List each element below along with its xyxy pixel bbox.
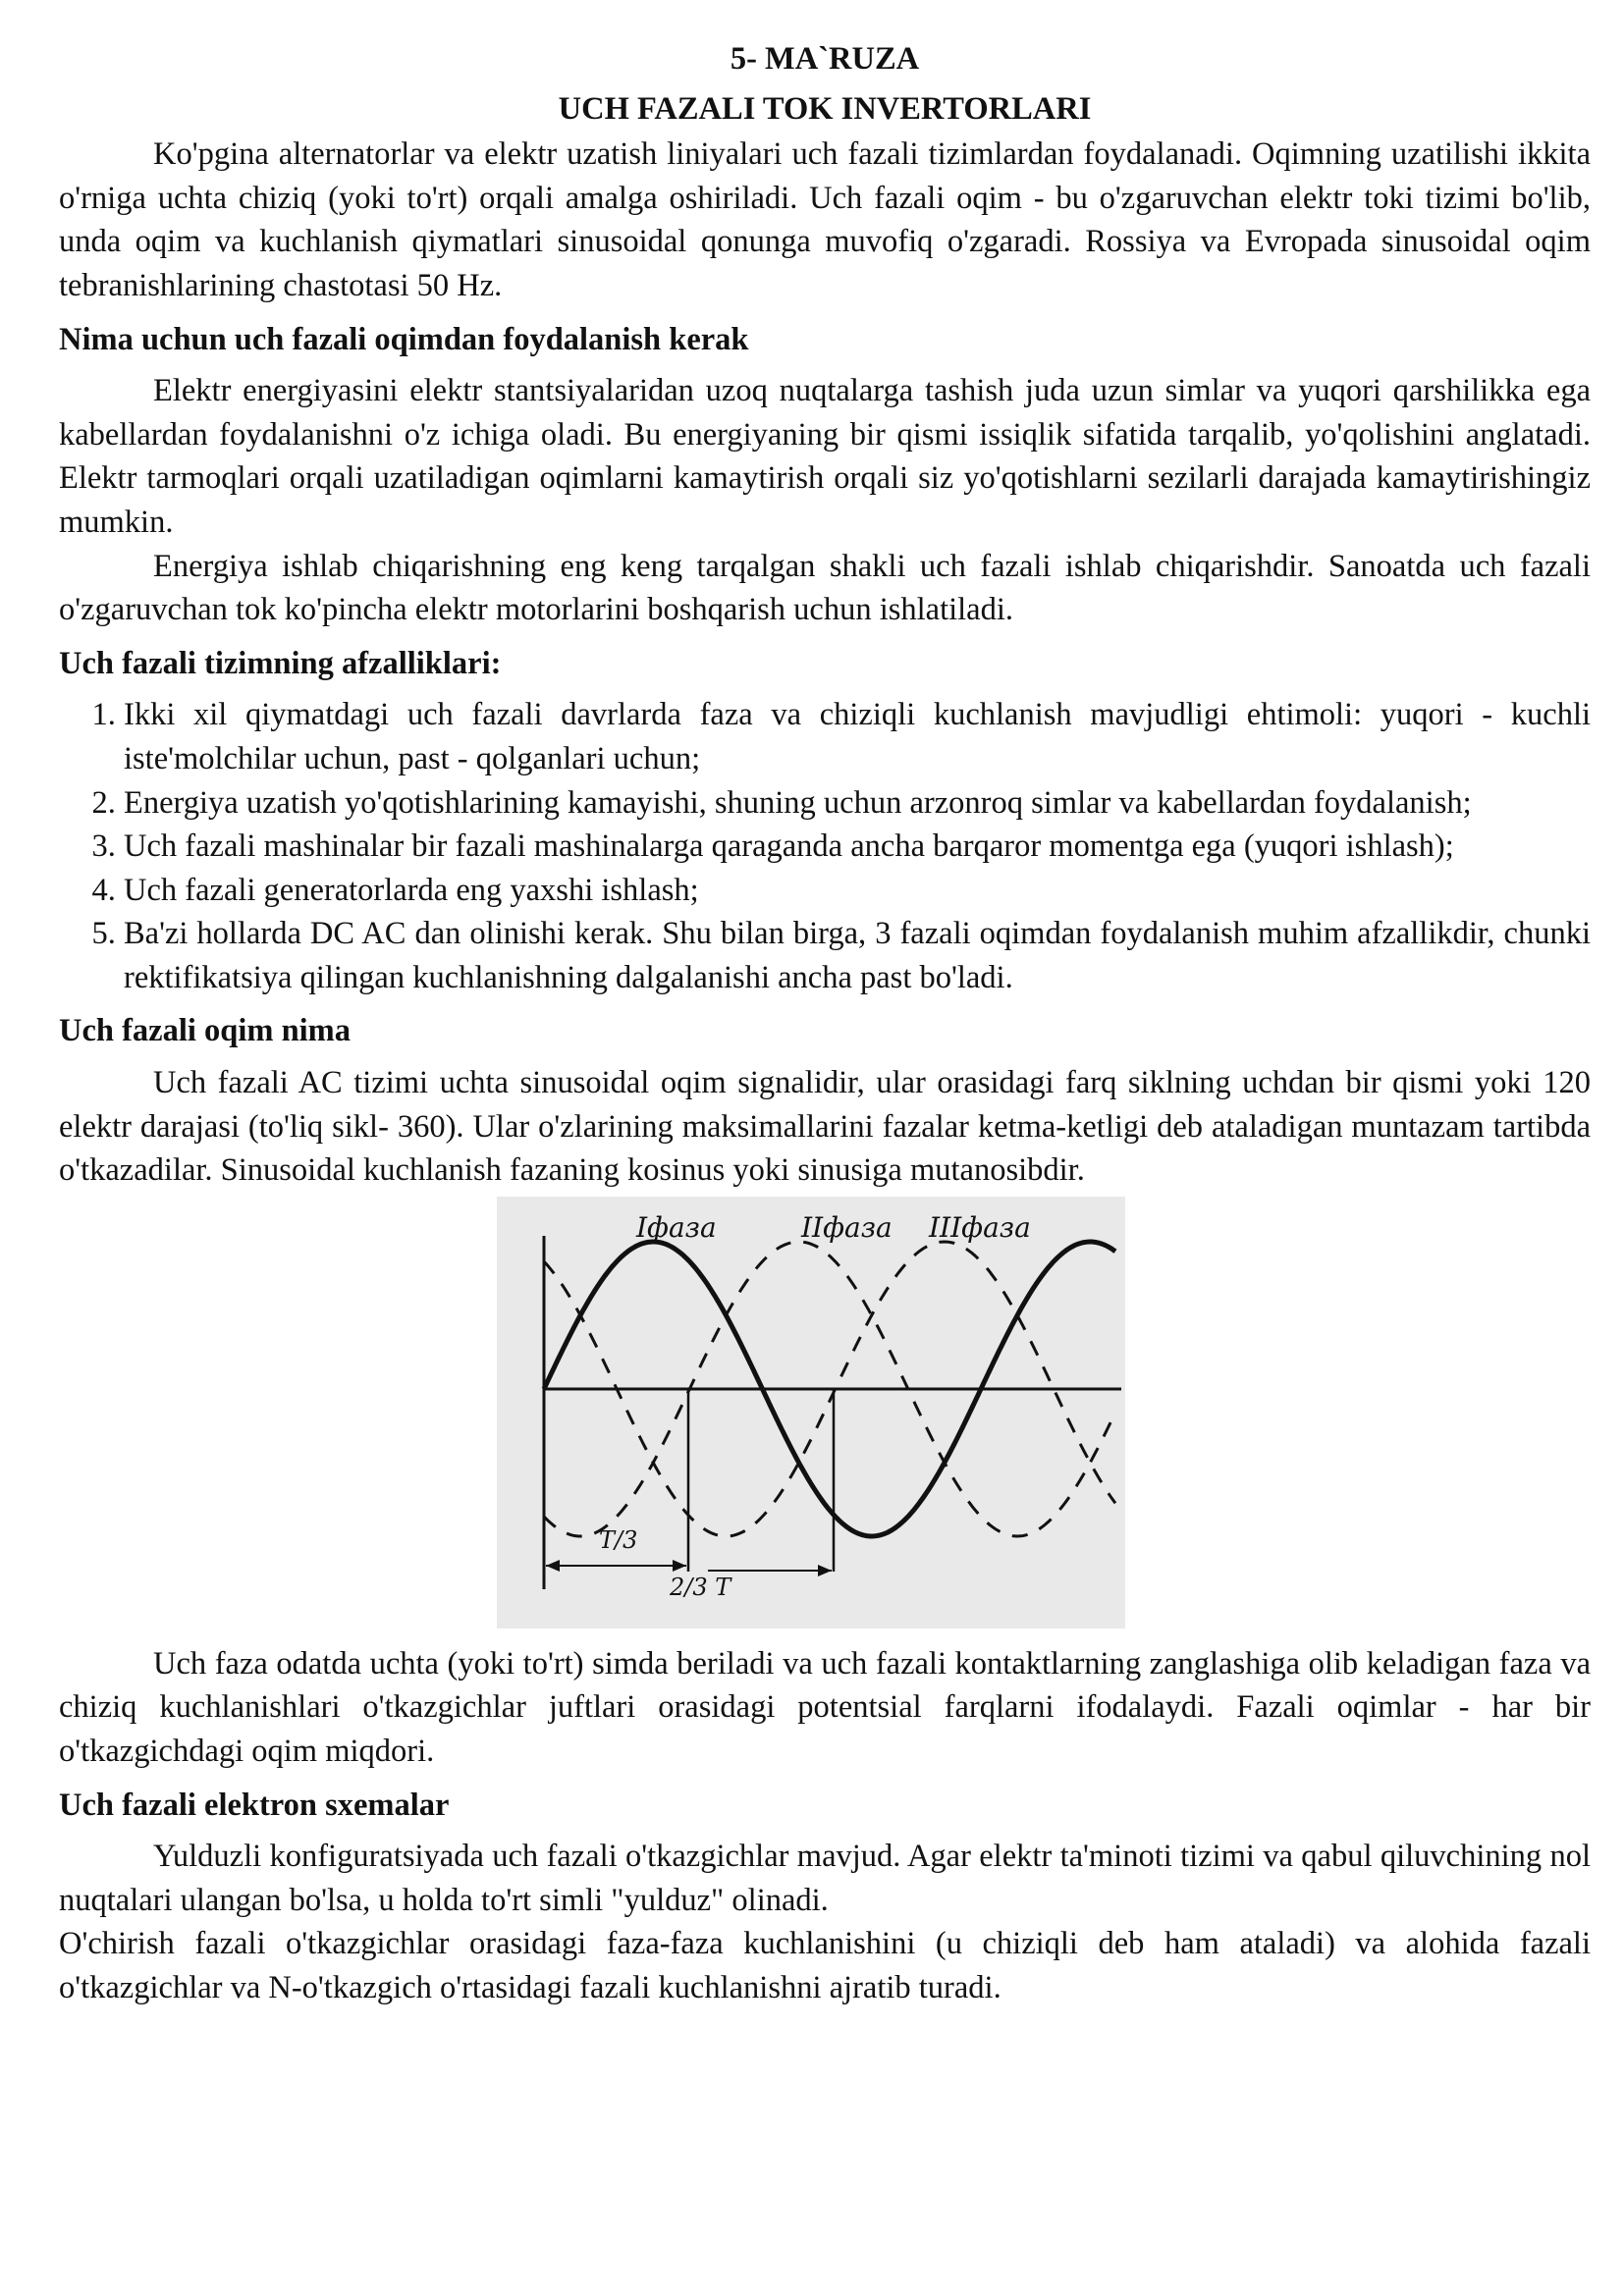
lecture-number: 5- MA`RUZA xyxy=(730,41,920,77)
time-label-2t3: 2/3 T xyxy=(670,1573,731,1601)
waveform-drawing xyxy=(497,1197,1125,1629)
section-heading-circuits: Uch fazali elektron sxemalar xyxy=(59,1787,450,1823)
arrowhead-right xyxy=(673,1560,686,1572)
list-item: 2. Energiya uzatish yo'qotishlarining kamayishi, shuning uchun arzonroq simlar va kabellardan foydalanish; xyxy=(124,781,1591,826)
list-item: 5. Ba'zi hollarda DC AC dan olinishi kerak. Shu bilan birga, 3 fazali oqimdan foydalanish muhim afzallikdir, chunki rektifikatsiya qilingan kuchlanishning dalgalanishi ancha past bo'ladi. xyxy=(124,912,1591,999)
list-item: 1. Ikki xil qiymatdagi uch fazali davrlarda faza va chiziqli kuchlanish mavjudligi ehtimoli: yuqori - kuchli iste'molchilar uchun, past - qolganlari uchun; xyxy=(124,693,1591,780)
intro-paragraph: Ko'pgina alternatorlar va elektr uzatish liniyalari uch fazali tizimlardan foydalanadi. Oqimning uzatilishi ikkita o'rniga uchta chiziq (yoki to'rt) orqali amalga oshiriladi. Uch fazali oqim - bu o'zgaruvchan elektr toki tizimi bo'lib, unda oqim va kuchlanish qiymatlari sinusoidal qonunga muvofiq o'zgaradi. Rossiya va Evropada sinusoidal oqim tebranishlarining chastotasi 50 Hz. xyxy=(59,136,1591,303)
phase-2-label: IIфаза xyxy=(801,1210,893,1244)
section-heading-what: Uch fazali oqim nima xyxy=(59,1013,352,1049)
what-paragraph: Uch fazali AC tizimi uchta sinusoidal oqim signalidir, ular orasidagi farq siklning uchdan bir qismi yoki 120 elektr darajasi (to'liq sikl- 360). Ular o'zlarining maksimallarini fazalar ketma-ketligi deb ataladigan muntazam tartibda o'tkazadilar. Sinusoidal kuchlanish fazaning kosinus yoki sinusiga mutanosibdir. xyxy=(59,1065,1591,1189)
why-paragraph-2: Energiya ishlab chiqarishning eng keng tarqalgan shakli uch fazali ishlab chiqarishdir. Sanoatda uch fazali o'zgaruvchan tok ko'pincha elektr motorlarini boshqarish uchun ishlatiladi. xyxy=(59,548,1591,628)
arrowhead-left xyxy=(546,1560,560,1572)
advantages-list xyxy=(59,693,1591,999)
list-item: 4. Uch fazali generatorlarda eng yaxshi ishlash; xyxy=(124,869,1591,913)
arrowhead-right-2 xyxy=(818,1565,832,1576)
phase-1-label: Iфаза xyxy=(636,1210,717,1244)
list-item: 3. Uch fazali mashinalar bir fazali mashinalarga qaraganda ancha barqaror momentga ega (yuqori ishlash); xyxy=(124,825,1591,869)
why-paragraph-1: Elektr energiyasini elektr stantsiyalaridan uzoq nuqtalarga tashish juda uzun simlar va yuqori qarshilikka ega kabellardan foydalanishni o'z ichiga oladi. Bu energiyaning bir qismi issiqlik sifatida tarqalib, yo'qolishini anglatadi. Elektr tarmoqlari orqali uzatiladigan oqimlarni kamaytirish orqali siz yo'qotishlarni sezilarli darajada kamaytirishingiz mumkin. xyxy=(59,373,1591,540)
after-figure-paragraph: Uch faza odatda uchta (yoki to'rt) simda beriladi va uch fazali kontaktlarning zanglashiga olib keladigan faza va chiziq kuchlanishlari o'tkazgichlar juftlari orasidagi potentsial farqlarni ifodalaydi. Fazali oqimlar - har bir o'tkazgichdagi oqim miqdori. xyxy=(59,1645,1591,1770)
three-phase-figure xyxy=(59,1197,1591,1629)
document-page xyxy=(59,37,1591,2010)
waveform-image xyxy=(497,1197,1125,1629)
section-heading-advantages: Uch fazali tizimning afzalliklari: xyxy=(59,645,502,681)
circuits-paragraph-2: O'chirish fazali o'tkazgichlar orasidagi faza-faza kuchlanishini (u chiziqli deb ham ataladi) va alohida fazali o'tkazgichlar va N-o'tkazgich o'rtasidagi fazali kuchlanishni ajratib turadi. xyxy=(59,1926,1591,2005)
page-title: UCH FAZALI TOK INVERTORLARI xyxy=(558,90,1092,127)
section-heading-why: Nima uchun uch fazali oqimdan foydalanish kerak xyxy=(59,321,749,357)
circuits-paragraph-1: Yulduzli konfiguratsiyada uch fazali o'tkazgichlar mavjud. Agar elektr ta'minoti tizimi va qabul qiluvchining nol nuqtalari ulangan bo'lsa, u holda to'rt simli "yulduz" olinadi. xyxy=(59,1839,1591,1918)
phase-3-label: IIIфаза xyxy=(929,1210,1031,1244)
time-label-t3: T/3 xyxy=(599,1525,638,1554)
